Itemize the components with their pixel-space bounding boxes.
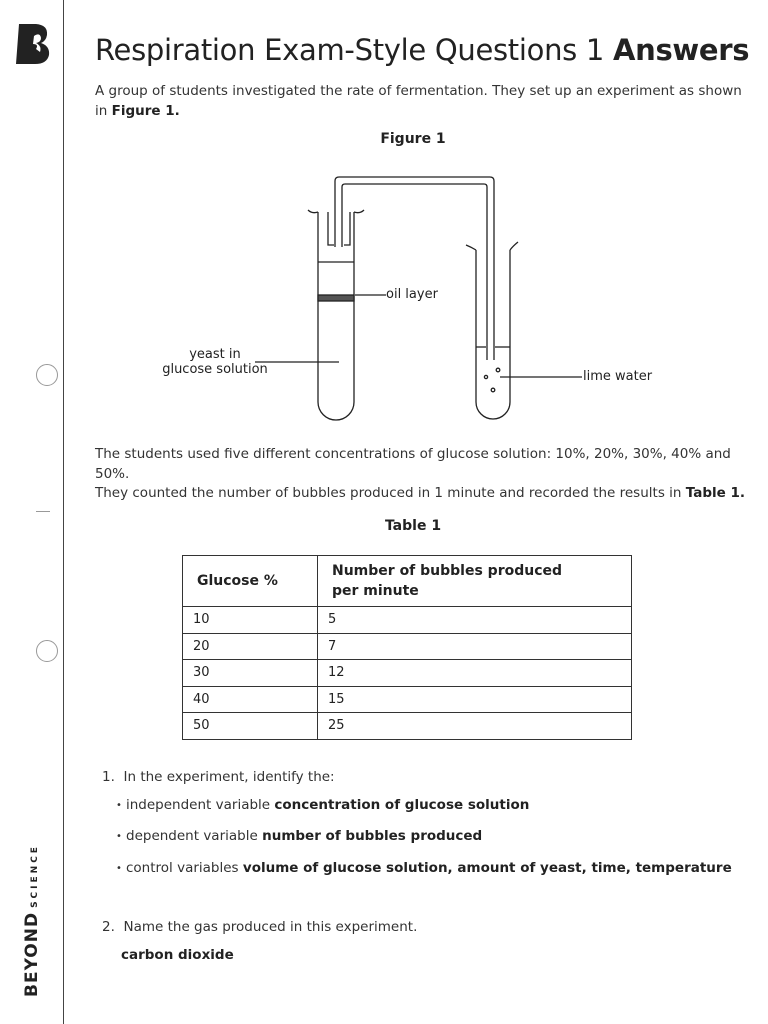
bubbles-cell: 7: [318, 633, 632, 660]
glucose-cell: 10: [183, 607, 318, 634]
binder-hole: [36, 640, 58, 662]
intro-paragraph: [95, 82, 745, 121]
q1-answer-independent: [126, 797, 529, 813]
brand-wordmark: [22, 844, 42, 997]
bubbles-cell: 5: [318, 607, 632, 634]
glucose-cell: 50: [183, 713, 318, 740]
header-bubbles-line2: per minute: [332, 583, 419, 599]
yeast-test-tube: [308, 210, 364, 420]
limewater-test-tube: [466, 242, 518, 419]
beyond-logo-icon: [14, 22, 52, 66]
title-bold: Answers: [612, 33, 750, 67]
yeast-label-line1: yeast in: [189, 347, 241, 362]
question-1: [102, 769, 335, 785]
q2-answer-value: carbon dioxide: [121, 947, 234, 963]
yeast-label-line2: glucose solution: [162, 362, 268, 377]
method-line1: The students used five different concentrations of glucose solution: 10%, 20%, 30%, 40% and 50%.: [95, 446, 731, 482]
method-paragraph: [95, 445, 745, 504]
brand-name: BEYOND: [22, 911, 42, 997]
header-bubbles-line1: Number of bubbles produced: [332, 563, 563, 579]
delivery-tube: [335, 177, 494, 360]
answer-value: number of bubbles produced: [262, 828, 483, 844]
glucose-cell: 20: [183, 633, 318, 660]
header-bubbles: [318, 556, 632, 607]
title-main: Respiration Exam-Style Questions 1: [95, 33, 605, 67]
glucose-cell: 40: [183, 686, 318, 713]
answer-label: independent variable: [126, 797, 271, 813]
glucose-cell: 30: [183, 660, 318, 687]
bubbles-cell: 12: [318, 660, 632, 687]
margin-line: [63, 0, 64, 1024]
bubbles-cell: 15: [318, 686, 632, 713]
table-row: [183, 633, 632, 660]
table-row: [183, 607, 632, 634]
answer-label: control variables: [126, 860, 239, 876]
question-2-number: 2.: [102, 919, 115, 935]
table-row: [183, 686, 632, 713]
method-line2-prefix: They counted the number of bubbles produced in 1 minute and recorded the results in: [95, 485, 682, 501]
question-2-text: Name the gas produced in this experiment.: [123, 919, 418, 935]
figure-ref: Figure 1.: [111, 102, 180, 119]
answer-label: dependent variable: [126, 828, 258, 844]
answer-value: volume of glucose solution, amount of yeast, time, temperature: [242, 860, 732, 876]
question-1-text: In the experiment, identify the:: [123, 769, 335, 785]
bubbles-cell: 25: [318, 713, 632, 740]
lime-water-label: lime water: [583, 369, 653, 384]
answer-value: concentration of glucose solution: [274, 797, 530, 813]
binder-hole: [36, 364, 58, 386]
header-glucose: Glucose %: [183, 556, 318, 607]
yeast-label: [150, 347, 280, 377]
intro-line1: A group of students investigated the rate of fermentation. They set up an experiment as shown: [95, 83, 742, 99]
question-2-answer: [121, 947, 234, 963]
intro-line2-prefix: in: [95, 102, 108, 119]
question-1-number: 1.: [102, 769, 115, 785]
page-title: [95, 33, 749, 67]
results-table: [182, 555, 632, 740]
figure-caption: Figure 1: [380, 131, 446, 147]
oil-layer-label: oil layer: [386, 287, 438, 302]
q1-answer-dependent: [126, 828, 482, 844]
table-caption: Table 1: [384, 518, 442, 534]
question-2: [102, 919, 417, 935]
table-row: [183, 713, 632, 740]
fold-mark: [36, 511, 50, 512]
table-row: [183, 660, 632, 687]
table-ref: Table 1.: [685, 485, 745, 501]
q1-answer-control: [126, 860, 732, 876]
table-header-row: [183, 556, 632, 607]
brand-tagline: SCIENCE: [30, 844, 40, 908]
